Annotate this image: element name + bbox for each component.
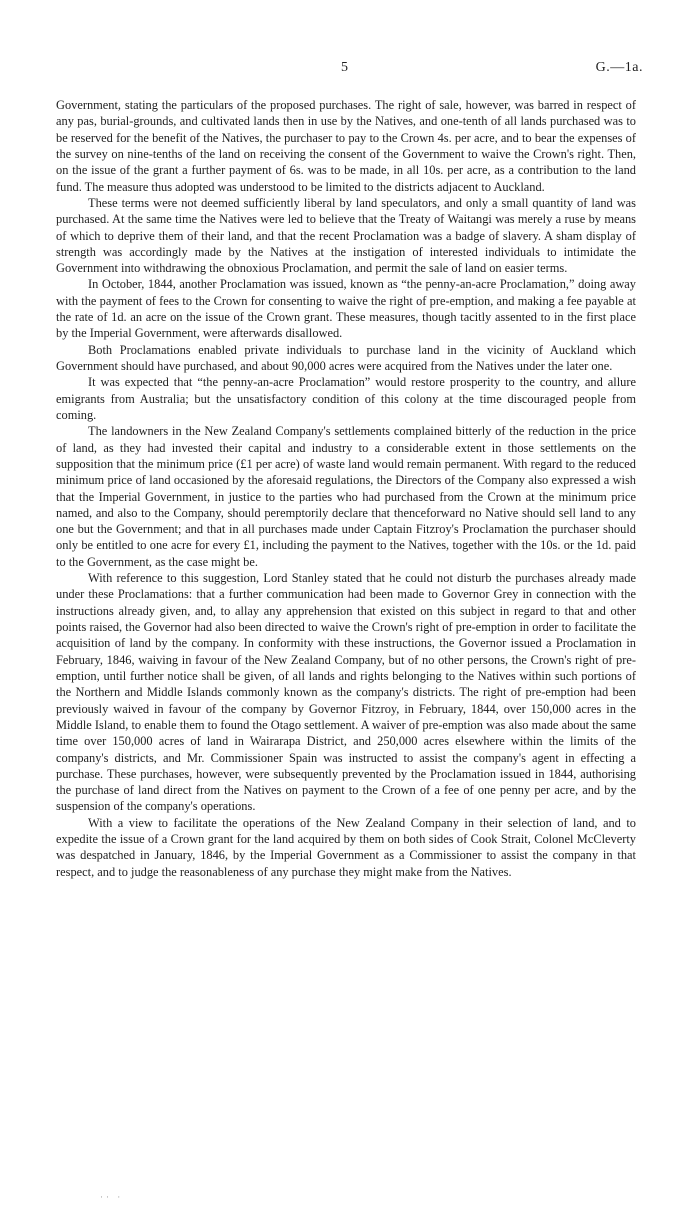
document-reference: G.—1a. — [595, 60, 643, 75]
paragraph: Government, stating the particulars of the proposed purchases. The right of sale, however, was barred in respect of any pas, burial-grounds, and cultivated lands then in use by the Natives, and one-tenth of all lands purchased was to be reserved for the benefit of the Natives, the purchaser to pay to the Crown 4s. per acre, and to bear the expenses of the survey on nine-tenths of the land on receiving the consent of the Government to waive the Crown's right. Then, on the issue of the grant a further payment of 6s. was to be made, in all 10s. per acre, as a contribution to the land fund. The measure thus adopted was understood to be limited to the districts adjacent to Auckland. — [56, 98, 636, 194]
paragraph: In October, 1844, another Proclamation was issued, known as “the penny-an-acre Proclamation,” doing away with the payment of fees to the Crown for consenting to waive the right of pre-emption, and making a fee payable at the rate of 1d. an acre on the issue of the Crown grant. These measures, though tacitly assented to in the first place by the Imperial Government, were afterwards disallowed. — [56, 277, 636, 341]
print-smudge: ·· · — [100, 1192, 124, 1202]
body-text — [56, 97, 636, 880]
page-number: 5 — [341, 60, 349, 75]
paragraph: These terms were not deemed sufficiently liberal by land speculators, and only a small quantity of land was purchased. At the same time the Natives were led to believe that the Treaty of Waitangi was merely a ruse by means of which to deprive them of their land, and that the recent Proclamation was a badge of slavery. A sham display of strength was accordingly made by the Natives at the instigation of interested individuals to intimidate the Government into withdrawing the obnoxious Proclamation, and permit the sale of land on easier terms. — [56, 195, 636, 276]
paragraph: With a view to facilitate the operations of the New Zealand Company in their selection of land, and to expedite the issue of a Crown grant for the land acquired by them on both sides of Cook Strait, Colonel McCleverty was despatched in January, 1846, by the Imperial Government as a Commissioner to assist the company in that respect, and to judge the reasonableness of any purchase they might make from the Natives. — [56, 815, 636, 879]
paragraph: Both Proclamations enabled private individuals to purchase land in the vicinity of Auckland which Government should have purchased, and about 90,000 acres were acquired from the Natives under the later one. — [56, 342, 636, 373]
paragraph: The landowners in the New Zealand Company's settlements complained bitterly of the reduction in the price of land, as they had invested their capital and industry to a considerable extent in those settlements on the supposition that the minimum price (£1 per acre) of waste land would remain permanent. With regard to the reduced minimum price of land occasioned by the aforesaid regulations, the Directors of the Company also expressed a wish that the Imperial Government, in justice to the parties who had purchased from the Crown at the minimum price named, and also to the Company, should peremptorily declare that thenceforward no Native should sell land to any one but the Government; and that in all purchases made under Captain Fitzroy's Proclamation the purchaser should only be entitled to one acre for every £1, including the payment to the Natives, together with the 10s. or the 1d. paid to the Government, as the case might be. — [56, 424, 636, 569]
paragraph: With reference to this suggestion, Lord Stanley stated that he could not disturb the purchases already made under these Proclamations: that a further communication had been made to Governor Grey in connection with the instructions already given, and, to allay any apprehension that existed on this subject in regard to that and other points raised, the Governor had also been directed to waive the Crown's right of pre-emption in order to facilitate the acquisition of land by the company. In conformity with these instructions, the Governor issued a Proclamation in February, 1846, waiving in favour of the New Zealand Company, but of no other persons, the Crown's right of pre-emption, until further notice shall be given, of all lands and rights belonging to the Natives within such portions of the Northern and Middle Islands commonly known as the company's districts. The right of pre-emption had been previously waived in favour of the company by Governor Fitzroy, in February, 1844, over 150,000 acres in the Middle Island, to enable them to found the Otago settlement. A waiver of pre-emption was also made about the same time over 150,000 acres of land in Wairarapa District, and 250,000 acres elsewhere within the limits of the company's districts, and Mr. Commissioner Spain was instructed to assist the company's agent in effecting a purchase. These purchases, however, were subsequently prevented by the Proclamation issued in 1844, authorising the purchase of land direct from the Natives on payment to the Crown of a fee of one penny per acre, and by the suspension of the company's operations. — [56, 571, 636, 814]
paragraph: It was expected that “the penny-an-acre Proclamation” would restore prosperity to the country, and allure emigrants from Australia; but the unsatisfactory condition of this colony at the time discouraged people from coming. — [56, 375, 636, 422]
